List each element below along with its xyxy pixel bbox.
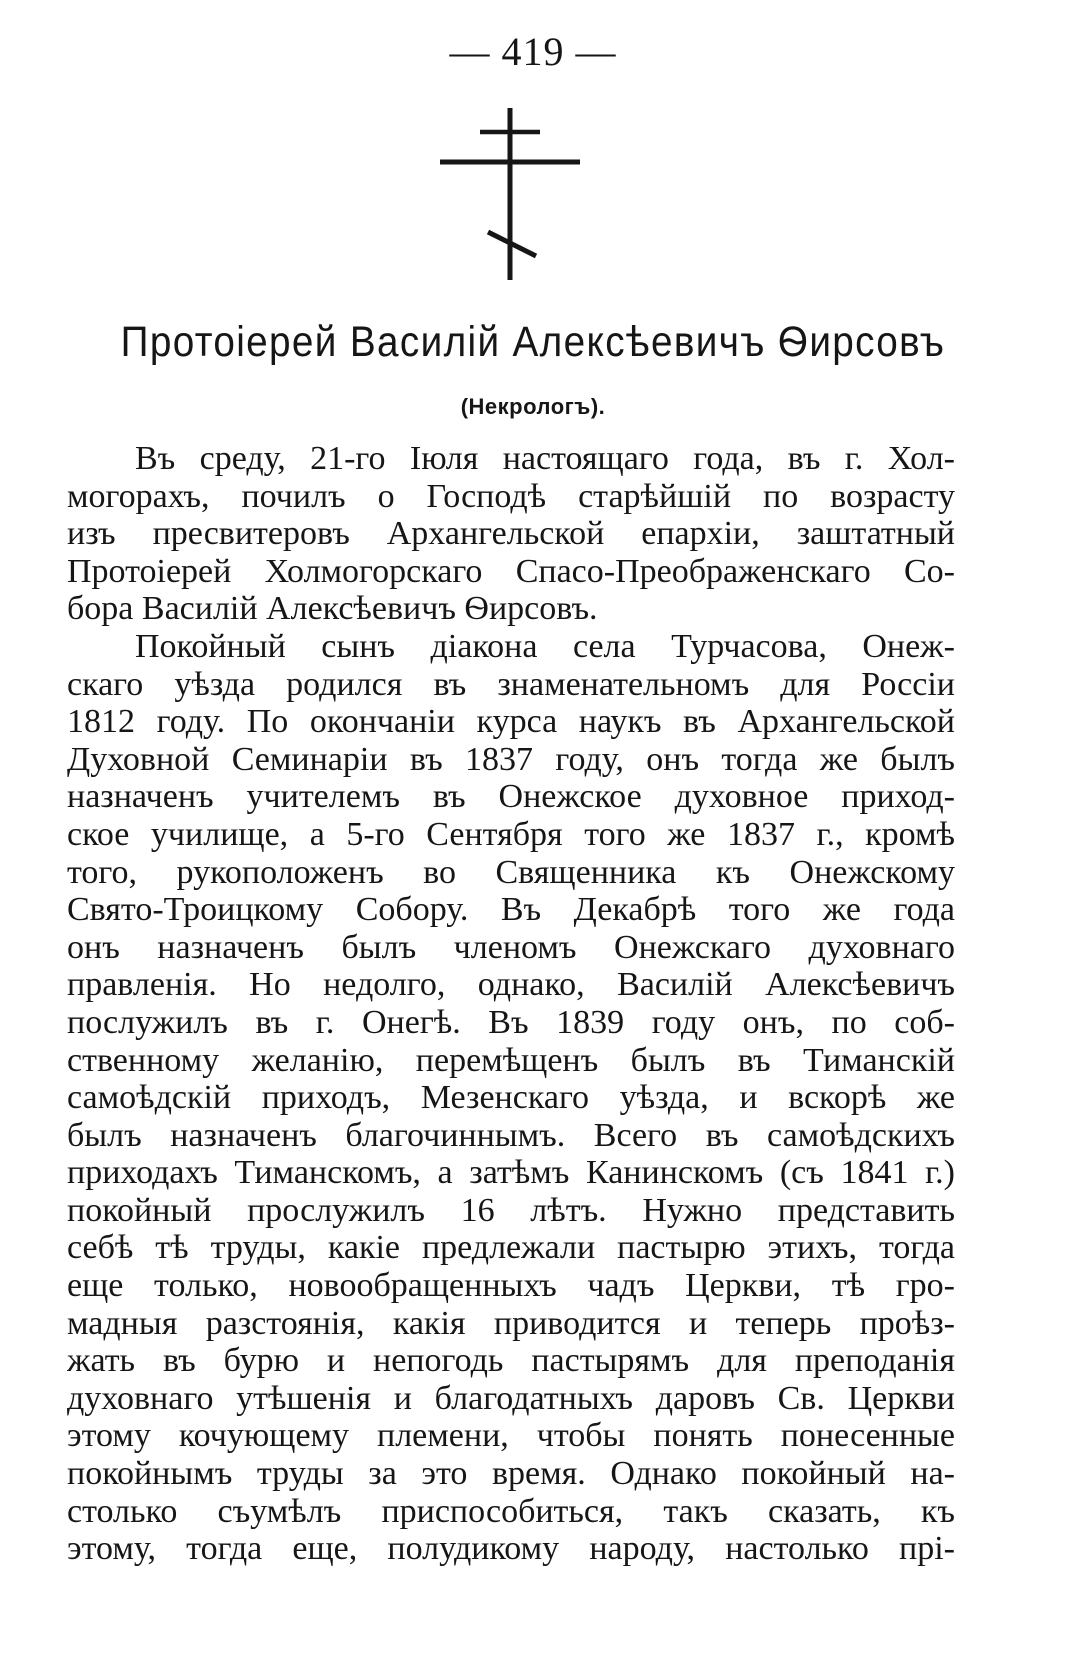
text-line: покойный прослужилъ 16 лѣтъ. Нужно представить [67, 1191, 955, 1229]
text-line: Духовной Семинаріи въ 1837 году, онъ тогда же былъ [67, 740, 955, 778]
text-line: этому, тогда еще, полудикому народу, настолько прі- [67, 1530, 955, 1568]
obituary-subtitle: (Некрологъ). [460, 394, 606, 419]
text-line: того, рукоположенъ во Священника къ Онежскому [67, 853, 955, 891]
obituary-title: Протоіерей Василій Алексѣевичъ Ѳирсовъ [120, 318, 946, 366]
text-line: Свято-Троицкому Собору. Въ Декабрѣ того же года [67, 891, 955, 929]
text-line: этому кочующему племени, чтобы понять понесенные [67, 1417, 955, 1455]
text-line: Покойный сынъ діакона села Турчасова, Онеж- [135, 627, 955, 665]
obituary-body [67, 440, 955, 1568]
text-line: могорахъ, почилъ о Господѣ старѣйшій по возрасту [67, 477, 955, 515]
text-line: послужилъ въ г. Онегѣ. Въ 1839 году онъ, по соб- [67, 1003, 955, 1041]
orthodox-cross-icon [440, 108, 580, 298]
page-number: — 419 — [449, 29, 617, 74]
text-line: изъ пресвитеровъ Архангельской епархіи, заштатный [67, 515, 955, 553]
text-line: столько съумѣлъ приспособиться, такъ сказать, къ [67, 1492, 955, 1530]
text-line: Въ среду, 21-го Іюля настоящаго года, въ г. Хол- [135, 440, 955, 477]
text-line: 1812 году. По окончаніи курса наукъ въ Архангельской [67, 703, 955, 741]
text-line: назначенъ учителемъ въ Онежское духовное приход- [67, 778, 955, 816]
text-line: скаго уѣзда родился въ знаменательномъ для Россіи [67, 665, 955, 703]
text-line: онъ назначенъ былъ членомъ Онежскаго духовнаго [67, 928, 955, 966]
text-line: еще только, новообращенныхъ чадъ Церкви, тѣ гро- [67, 1267, 955, 1305]
text-line: правленія. Но недолго, однако, Василій Алексѣевичъ [67, 966, 955, 1004]
text-line: себѣ тѣ труды, какіе предлежали пастырю этихъ, тогда [67, 1229, 955, 1267]
text-line: ское училище, а 5-го Сентября того же 1837 г., кромѣ [67, 815, 955, 853]
text-line: мадныя разстоянія, какія приводится и теперь проѣз- [67, 1304, 955, 1342]
text-line: приходахъ Тиманскомъ, а затѣмъ Канинскомъ (съ 1841 г.) [67, 1154, 955, 1192]
text-line: былъ назначенъ благочиннымъ. Всего въ самоѣдскихъ [67, 1116, 955, 1154]
text-line: ственному желанію, перемѣщенъ былъ въ Тиманскій [67, 1041, 955, 1079]
text-line: бора Василій Алексѣевичъ Ѳирсовъ. [67, 590, 598, 628]
text-line: духовнаго утѣшенія и благодатныхъ даровъ Св. Церкви [67, 1379, 955, 1417]
text-line: покойнымъ труды за это время. Однако покойный на- [67, 1455, 955, 1493]
text-line: жать въ бурю и непогодь пастырямъ для преподанія [67, 1342, 955, 1380]
text-line: Протоіерей Холмогорскаго Спасо-Преображенскаго Со- [67, 552, 955, 590]
text-line: самоѣдскій приходъ, Мезенскаго уѣзда, и вскорѣ же [67, 1079, 955, 1117]
